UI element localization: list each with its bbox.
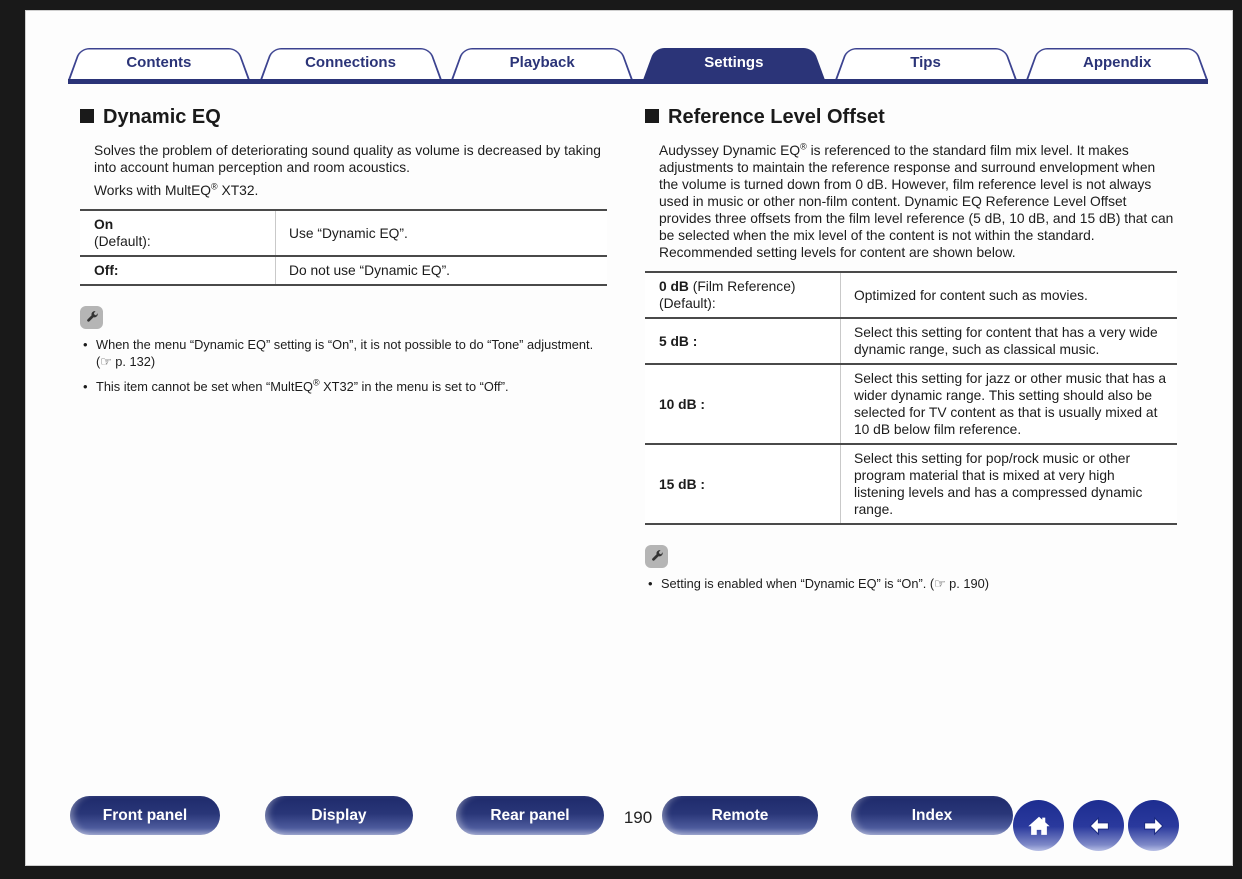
back-button[interactable] (1073, 800, 1124, 851)
tab-settings[interactable] (643, 43, 825, 80)
home-button[interactable] (1013, 800, 1064, 851)
section-reference-level-offset (645, 105, 1177, 602)
tab-underline (68, 79, 1208, 84)
reference-level-offset-table (645, 271, 1177, 525)
tab-appendix[interactable] (1026, 43, 1208, 80)
table-row (80, 211, 607, 257)
setting-desc-cell: Select this setting for content that has a very wide dynamic range, such as classical music. (840, 319, 1177, 363)
tab-playback[interactable] (451, 43, 633, 80)
wrench-icon (645, 545, 668, 568)
setting-desc-cell: Use “Dynamic EQ”. (275, 211, 607, 255)
display-button[interactable]: Display (265, 796, 413, 835)
note-item: • When the menu “Dynamic EQ” setting is “On”, it is not possible to do “Tone” adjustment. (☞ p. 132) (80, 337, 607, 370)
tab-label: Playback (509, 54, 575, 71)
setting-name-cell: 15 dB : (659, 476, 705, 492)
tab-bar (68, 43, 1208, 80)
square-bullet-icon (80, 109, 94, 123)
forward-button[interactable] (1128, 800, 1179, 851)
front-panel-button[interactable]: Front panel (70, 796, 220, 835)
tab-contents[interactable] (68, 43, 250, 80)
setting-name-cell: 0 dB (Film Reference) (Default): (659, 279, 796, 311)
wrench-icon (80, 306, 103, 329)
section-title-text: Reference Level Offset (668, 106, 885, 128)
dynamic-eq-table (80, 209, 607, 286)
section-dynamic-eq (80, 105, 607, 405)
table-row (80, 257, 607, 286)
remote-button[interactable]: Remote (662, 796, 818, 835)
arrow-right-icon (1139, 811, 1169, 841)
section-heading (645, 105, 1177, 129)
page-number: 190 (623, 808, 653, 827)
section-title-text: Dynamic EQ (103, 106, 221, 128)
setting-desc-cell: Select this setting for jazz or other music that has a wider dynamic range. This setting should also be selected for TV content as that is usually mixed at 10 dB below film reference. (840, 365, 1177, 443)
tab-label: Contents (126, 54, 192, 71)
table-row (645, 445, 1177, 525)
tab-tips[interactable] (835, 43, 1017, 80)
tab-label: Appendix (1083, 54, 1152, 71)
footer-nav (25, 796, 1233, 856)
table-row (645, 319, 1177, 365)
paragraph: Audyssey Dynamic EQ® is referenced to the standard film mix level. It makes adjustments to maintain the reference response and surround envelopment when the volume is turned down from 0 dB. However, film reference level is not always used in music or other non-film content. Dynamic EQ Reference Level Offset provides three offsets from the film level reference (5 dB, 10 dB, and 15 dB) that can be selected when the mix level of the content is not within the standard. Recommended setting levels for content are shown below. (659, 141, 1174, 260)
table-row (645, 365, 1177, 445)
home-icon (1024, 811, 1054, 841)
tab-connections[interactable] (260, 43, 442, 80)
arrow-left-icon (1084, 811, 1114, 841)
setting-desc-cell: Do not use “Dynamic EQ”. (275, 257, 607, 284)
tab-label: Settings (704, 54, 764, 71)
note-item: • This item cannot be set when “MultEQ® XT32” in the menu is set to “Off”. (80, 379, 607, 396)
setting-name-cell: Off: (94, 263, 119, 278)
setting-desc-cell: Select this setting for pop/rock music or other program material that is mixed at very high listening levels and has a compressed dynamic range. (840, 445, 1177, 523)
tab-label: Tips (910, 54, 941, 71)
setting-name-cell: On (Default): (94, 217, 151, 249)
paragraph: Solves the problem of deteriorating sound quality as volume is decreased by taking into account human perception and room acoustics. (94, 143, 601, 175)
note-item: • Setting is enabled when “Dynamic EQ” is “On”. (☞ p. 190) (645, 576, 1177, 593)
table-row (645, 273, 1177, 319)
index-button[interactable]: Index (851, 796, 1013, 835)
manual-page (25, 10, 1233, 866)
setting-name-cell: 10 dB : (659, 396, 705, 412)
setting-desc-cell: Optimized for content such as movies. (840, 273, 1177, 317)
square-bullet-icon (645, 109, 659, 123)
paragraph: Works with MultEQ® XT32. (94, 181, 259, 198)
notes-list (80, 337, 607, 396)
notes-list (645, 576, 1177, 593)
rear-panel-button[interactable]: Rear panel (456, 796, 604, 835)
tab-label: Connections (305, 54, 396, 71)
section-heading (80, 105, 607, 129)
setting-name-cell: 5 dB : (659, 333, 698, 349)
